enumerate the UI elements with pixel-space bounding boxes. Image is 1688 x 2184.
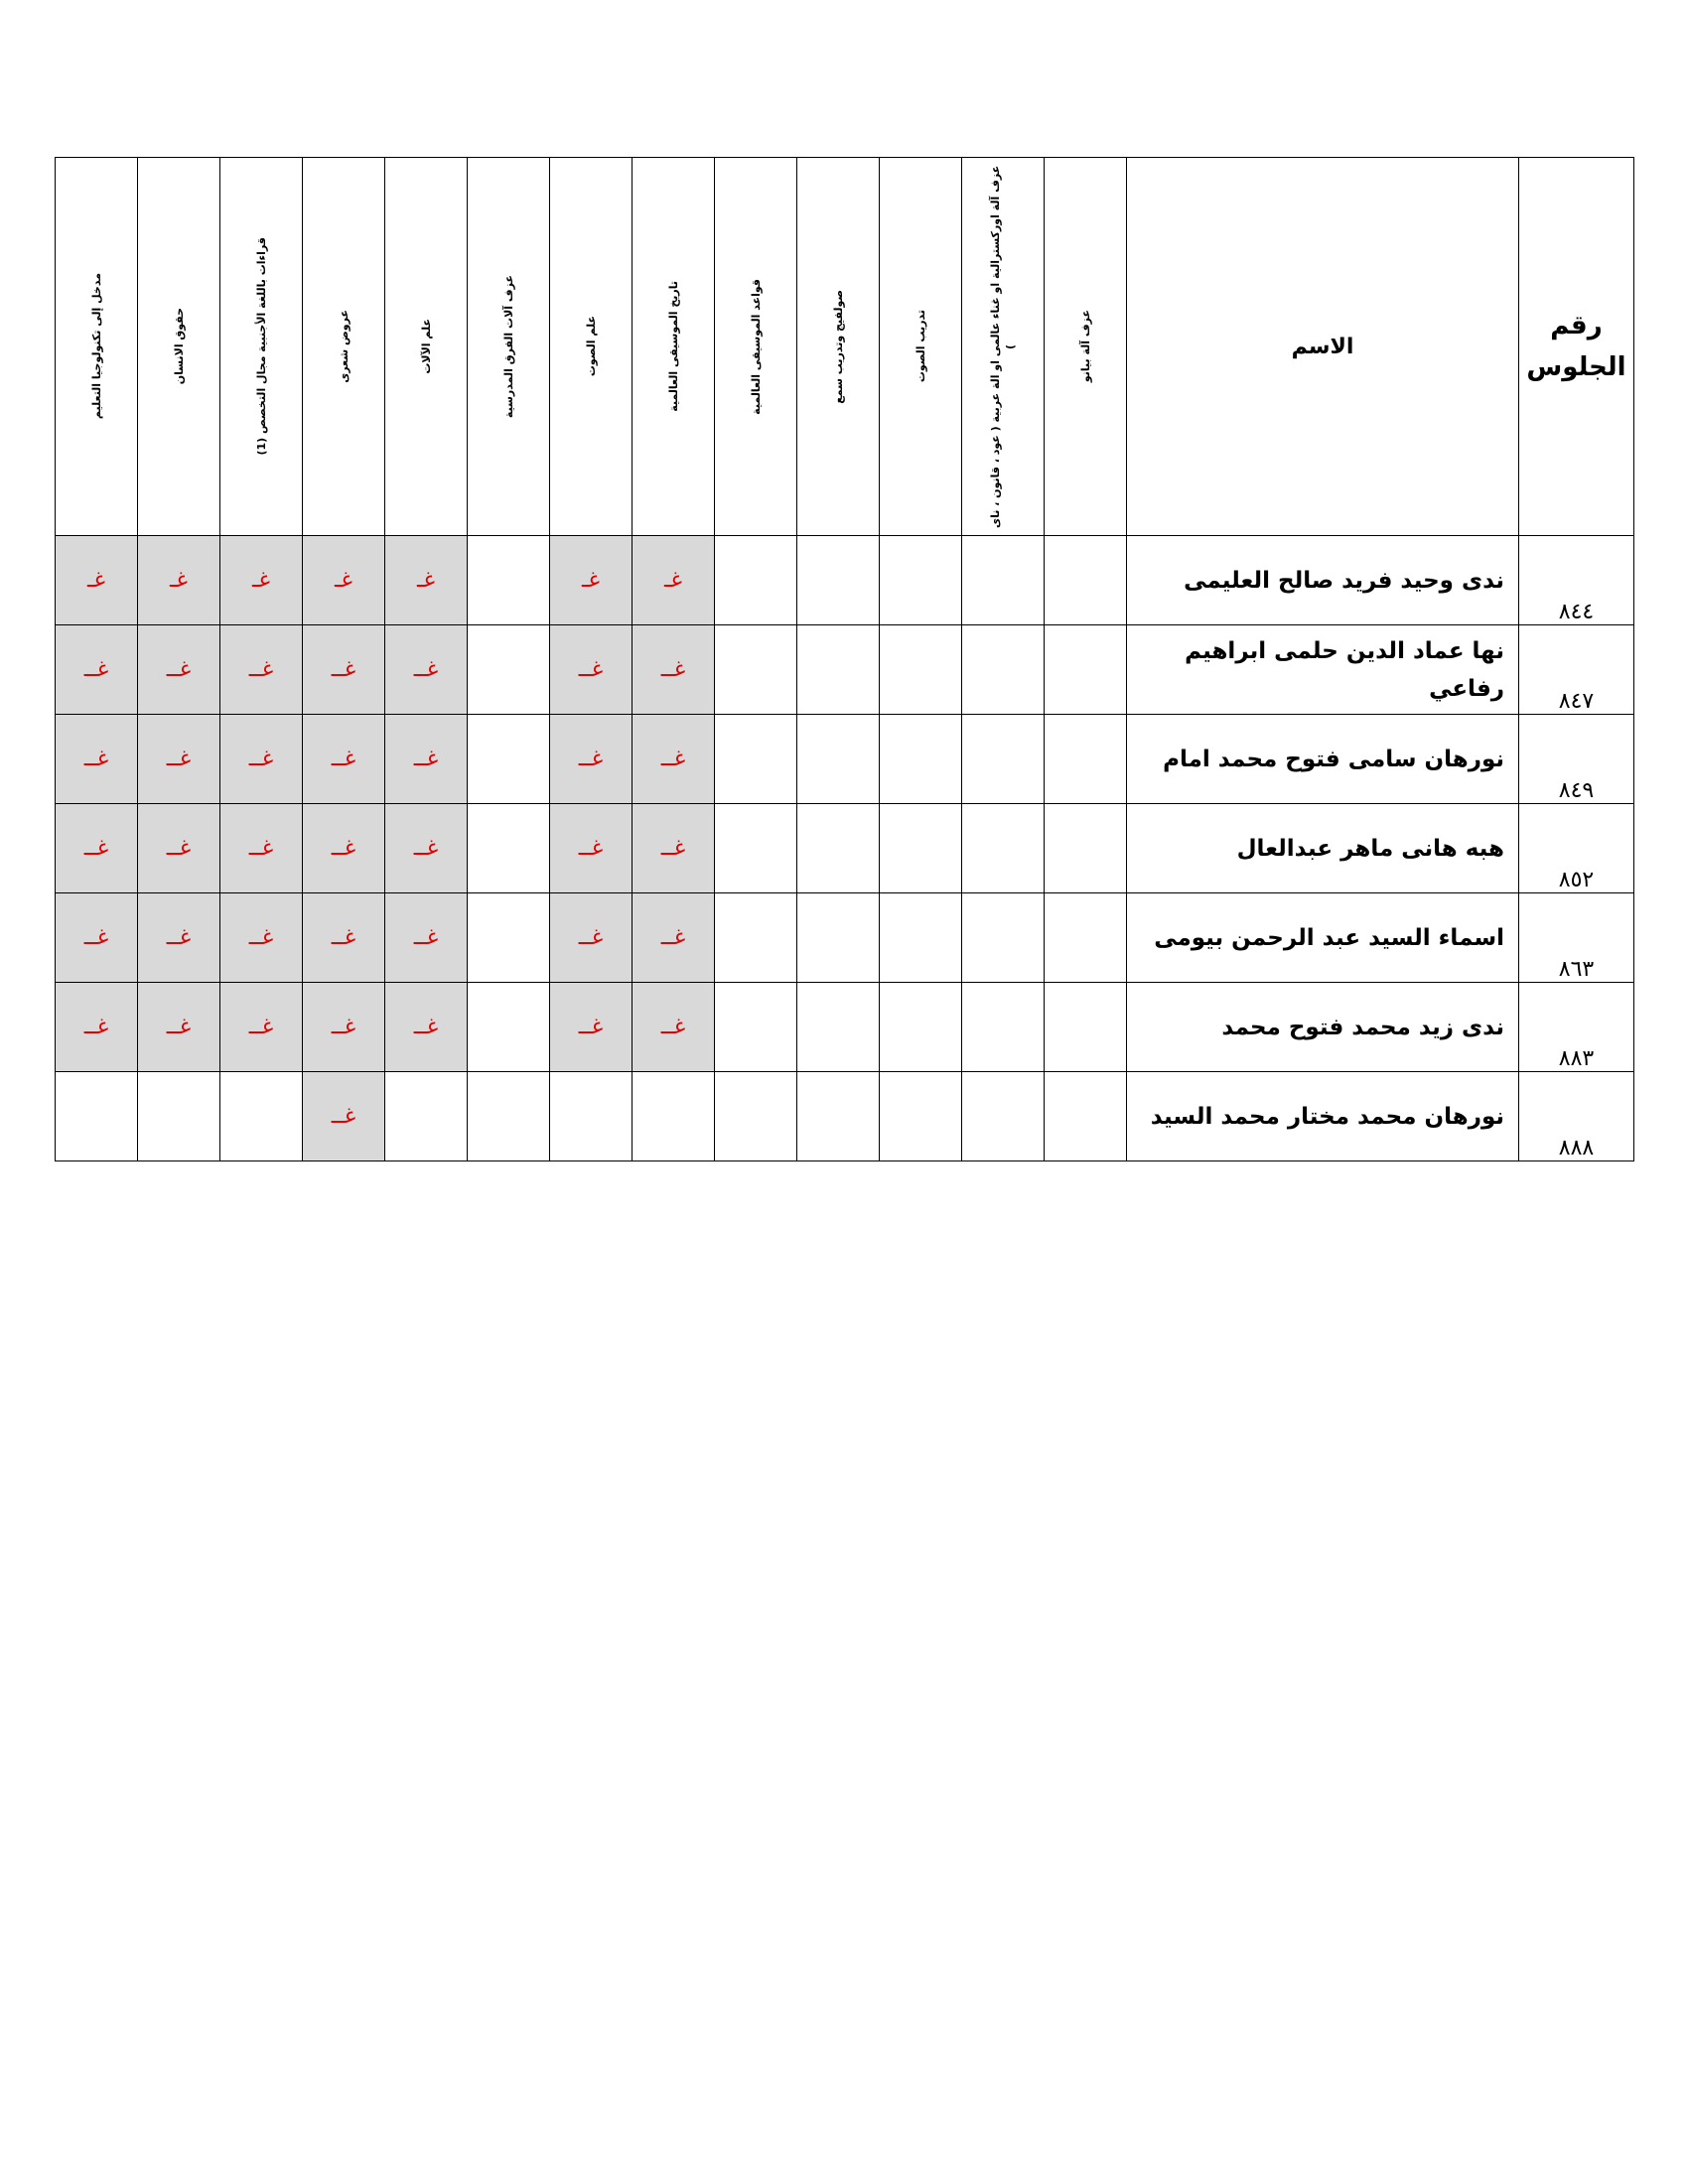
grade-cell xyxy=(962,804,1045,893)
absent-mark: غـ xyxy=(170,568,188,593)
grade-cell xyxy=(797,804,880,893)
grade-cell xyxy=(468,625,550,715)
absent-mark: غــ xyxy=(578,836,604,861)
grade-cell xyxy=(303,893,385,983)
subject-header-label: عزف آلة بيانو xyxy=(1078,310,1092,383)
grade-cell xyxy=(138,536,220,625)
grade-cell xyxy=(385,715,468,804)
grade-cell xyxy=(962,983,1045,1072)
grade-cell xyxy=(138,804,220,893)
subject-header xyxy=(220,158,303,536)
table-row xyxy=(56,625,1634,715)
absent-mark: غــ xyxy=(331,1104,356,1129)
absent-mark: غـ xyxy=(417,568,435,593)
grade-cell xyxy=(468,983,550,1072)
grade-cell xyxy=(303,536,385,625)
absent-mark: غـ xyxy=(87,568,105,593)
grade-cell xyxy=(715,625,797,715)
header-row xyxy=(56,158,1634,536)
grade-cell xyxy=(303,983,385,1072)
grade-cell xyxy=(56,804,138,893)
absent-mark: غــ xyxy=(83,836,109,861)
table-row xyxy=(56,983,1634,1072)
grade-cell xyxy=(715,1072,797,1161)
subject-header xyxy=(550,158,633,536)
grade-cell xyxy=(1045,804,1127,893)
student-name: هبه هانى ماهر عبدالعال xyxy=(1127,804,1519,893)
grade-cell xyxy=(633,715,715,804)
grade-cell xyxy=(1045,625,1127,715)
seat-number: ٨٨٣ xyxy=(1519,983,1634,1072)
absent-mark: غــ xyxy=(83,747,109,771)
absent-mark: غــ xyxy=(413,836,439,861)
subject-header xyxy=(385,158,468,536)
absent-mark: غــ xyxy=(331,925,356,950)
grade-cell xyxy=(550,804,633,893)
absent-mark: غــ xyxy=(413,1015,439,1039)
absent-mark: غــ xyxy=(413,925,439,950)
grade-cell xyxy=(1045,983,1127,1072)
absent-mark: غــ xyxy=(331,747,356,771)
absent-mark: غــ xyxy=(166,657,192,682)
absent-mark: غــ xyxy=(248,836,274,861)
grade-cell xyxy=(715,983,797,1072)
subject-header-label: عزف آلة اوركسترالية او غناء عالمى او الة عربية ( عود ، قانون ، ناى ) xyxy=(989,165,1017,528)
table-row xyxy=(56,893,1634,983)
absent-mark: غــ xyxy=(660,925,686,950)
grade-cell xyxy=(138,1072,220,1161)
grade-cell xyxy=(550,536,633,625)
grade-cell xyxy=(880,893,962,983)
grade-cell xyxy=(633,893,715,983)
seat-number: ٨٤٤ xyxy=(1519,536,1634,625)
grade-cell xyxy=(962,715,1045,804)
table-row xyxy=(56,1072,1634,1161)
grade-cell xyxy=(138,625,220,715)
subject-header xyxy=(962,158,1045,536)
grade-cell xyxy=(220,715,303,804)
grade-cell xyxy=(138,893,220,983)
seat-number: ٨٦٣ xyxy=(1519,893,1634,983)
absent-mark: غــ xyxy=(413,747,439,771)
subject-header-label: عزف آلات الفرق المدرسية xyxy=(501,274,515,419)
grade-cell xyxy=(962,893,1045,983)
grade-cell xyxy=(56,536,138,625)
absent-mark: غــ xyxy=(331,836,356,861)
subject-header-label: تدريب الصوت xyxy=(914,310,927,383)
subject-header-label: علم الصوت xyxy=(584,316,598,377)
grade-cell xyxy=(468,715,550,804)
grade-cell xyxy=(962,1072,1045,1161)
absent-mark: غــ xyxy=(166,925,192,950)
absent-mark: غــ xyxy=(578,657,604,682)
grade-cell xyxy=(715,804,797,893)
subject-header xyxy=(797,158,880,536)
grade-cell xyxy=(303,625,385,715)
results-table xyxy=(55,157,1634,1161)
absent-mark: غــ xyxy=(331,1015,356,1039)
absent-mark: غــ xyxy=(166,747,192,771)
grade-cell xyxy=(220,804,303,893)
absent-mark: غــ xyxy=(83,925,109,950)
grade-cell xyxy=(56,1072,138,1161)
grade-cell xyxy=(56,715,138,804)
student-name: نورهان محمد مختار محمد السيد xyxy=(1127,1072,1519,1161)
grade-cell xyxy=(880,536,962,625)
absent-mark: غـ xyxy=(252,568,270,593)
grade-cell xyxy=(220,625,303,715)
absent-mark: غـ xyxy=(335,568,352,593)
grade-cell xyxy=(715,536,797,625)
subject-header xyxy=(880,158,962,536)
grade-cell xyxy=(56,625,138,715)
subject-header-label: علم الآلات xyxy=(419,319,433,374)
grade-cell xyxy=(715,715,797,804)
grade-cell xyxy=(633,625,715,715)
absent-mark: غــ xyxy=(331,657,356,682)
absent-mark: غــ xyxy=(660,836,686,861)
grade-cell xyxy=(220,983,303,1072)
seat-number: ٨٨٨ xyxy=(1519,1072,1634,1161)
subject-header-label: حقوق الانسان xyxy=(172,308,186,385)
table-row xyxy=(56,804,1634,893)
grade-cell xyxy=(1045,536,1127,625)
subject-header xyxy=(138,158,220,536)
grade-cell xyxy=(303,715,385,804)
subject-header xyxy=(715,158,797,536)
absent-mark: غـ xyxy=(664,568,682,593)
grade-cell xyxy=(56,893,138,983)
grade-cell xyxy=(550,1072,633,1161)
grade-cell xyxy=(880,715,962,804)
student-name: ندى زيد محمد فتوح محمد xyxy=(1127,983,1519,1072)
student-name: نها عماد الدين حلمى ابراهيم رفاعي xyxy=(1127,625,1519,715)
grade-cell xyxy=(56,983,138,1072)
grade-cell xyxy=(138,715,220,804)
table-row xyxy=(56,536,1634,625)
grade-cell xyxy=(880,1072,962,1161)
grade-cell xyxy=(880,625,962,715)
subject-header-label: عروض شعرى xyxy=(337,310,351,383)
absent-mark: غــ xyxy=(83,1015,109,1039)
grade-cell xyxy=(633,983,715,1072)
grade-cell xyxy=(468,804,550,893)
subject-header xyxy=(1045,158,1127,536)
grade-cell xyxy=(633,1072,715,1161)
absent-mark: غــ xyxy=(248,925,274,950)
absent-mark: غــ xyxy=(248,1015,274,1039)
grade-cell xyxy=(633,804,715,893)
student-name: ندى وحيد فريد صالح العليمى xyxy=(1127,536,1519,625)
grade-cell xyxy=(962,536,1045,625)
student-name: نورهان سامى فتوح محمد امام xyxy=(1127,715,1519,804)
grade-cell xyxy=(1045,893,1127,983)
grade-cell xyxy=(385,804,468,893)
absent-mark: غــ xyxy=(166,1015,192,1039)
subject-header-label: صولفيج وتدريب سمع xyxy=(831,289,845,404)
subject-header-label: تاريخ الموسيقى العالمية xyxy=(666,281,680,412)
table-header xyxy=(56,158,1634,536)
grade-cell xyxy=(797,983,880,1072)
subject-header xyxy=(468,158,550,536)
grade-cell xyxy=(1045,1072,1127,1161)
absent-mark: غــ xyxy=(578,925,604,950)
grade-cell xyxy=(797,715,880,804)
grade-cell xyxy=(797,1072,880,1161)
grade-cell xyxy=(468,1072,550,1161)
subject-header-label: قواعد الموسيقى العالمية xyxy=(749,278,763,415)
grade-cell xyxy=(715,893,797,983)
grade-cell xyxy=(385,625,468,715)
absent-mark: غــ xyxy=(660,657,686,682)
absent-mark: غــ xyxy=(248,747,274,771)
subject-header-label: مدخل إلى تكنولوجيا التعليم xyxy=(89,273,103,420)
grade-cell xyxy=(385,536,468,625)
subject-header xyxy=(56,158,138,536)
seat-number: ٨٤٩ xyxy=(1519,715,1634,804)
absent-mark: غــ xyxy=(248,657,274,682)
table-row xyxy=(56,715,1634,804)
grade-cell xyxy=(880,804,962,893)
absent-mark: غــ xyxy=(413,657,439,682)
absent-mark: غـ xyxy=(582,568,600,593)
grade-cell xyxy=(962,625,1045,715)
subject-header xyxy=(303,158,385,536)
student-name: اسماء السيد عبد الرحمن بيومى xyxy=(1127,893,1519,983)
absent-mark: غــ xyxy=(660,1015,686,1039)
grade-cell xyxy=(220,1072,303,1161)
grade-cell xyxy=(797,536,880,625)
absent-mark: غــ xyxy=(578,747,604,771)
grade-cell xyxy=(797,893,880,983)
grade-cell xyxy=(468,536,550,625)
grade-cell xyxy=(385,1072,468,1161)
grade-cell xyxy=(550,715,633,804)
grade-cell xyxy=(550,983,633,1072)
absent-mark: غــ xyxy=(578,1015,604,1039)
grade-cell xyxy=(633,536,715,625)
grade-cell xyxy=(550,625,633,715)
grade-cell xyxy=(385,983,468,1072)
seat-number-column-header: رقم الجلوس xyxy=(1519,158,1634,536)
grade-cell xyxy=(468,893,550,983)
grade-cell xyxy=(303,804,385,893)
seat-number: ٨٤٧ xyxy=(1519,625,1634,715)
grade-cell xyxy=(220,536,303,625)
subject-header-label: قراءات باللغة الأجنبية مجال التخصص (1) xyxy=(254,237,268,456)
subject-header xyxy=(633,158,715,536)
absent-mark: غــ xyxy=(83,657,109,682)
seat-number: ٨٥٢ xyxy=(1519,804,1634,893)
table-body xyxy=(56,536,1634,1161)
grade-cell xyxy=(385,893,468,983)
absent-mark: غــ xyxy=(660,747,686,771)
grade-cell xyxy=(797,625,880,715)
grade-cell xyxy=(880,983,962,1072)
name-column-header: الاسم xyxy=(1127,158,1519,536)
grade-cell xyxy=(550,893,633,983)
grade-cell xyxy=(1045,715,1127,804)
absent-mark: غــ xyxy=(166,836,192,861)
grade-cell xyxy=(303,1072,385,1161)
grade-cell xyxy=(220,893,303,983)
grade-cell xyxy=(138,983,220,1072)
